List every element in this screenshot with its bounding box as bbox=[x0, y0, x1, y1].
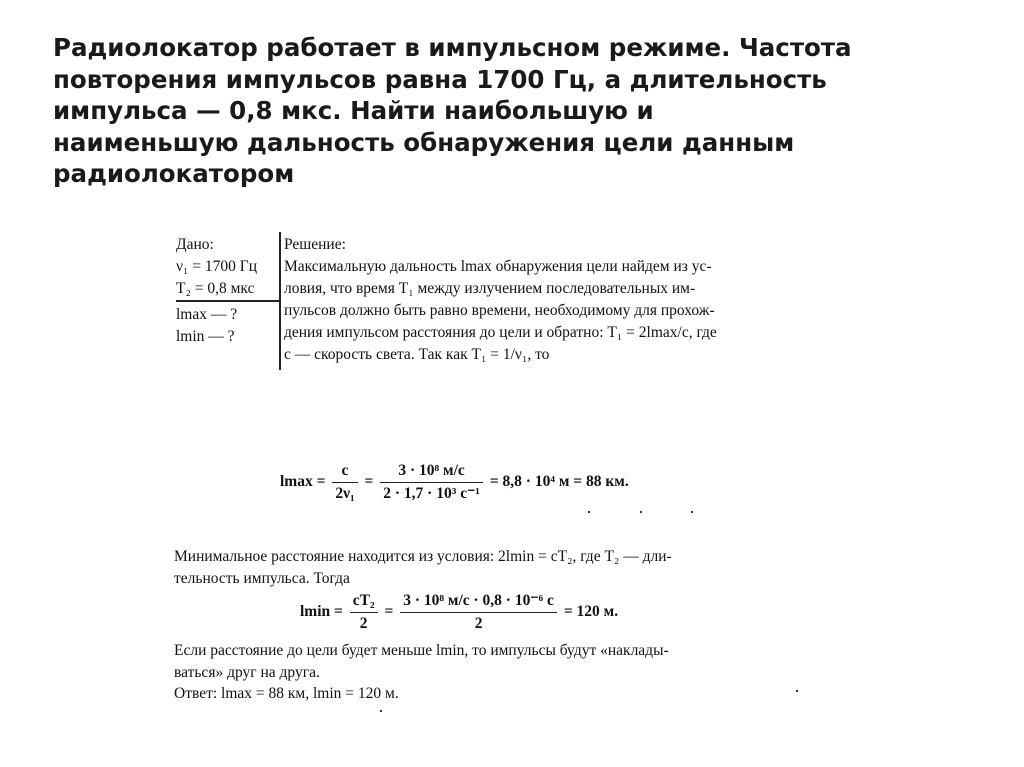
fraction-numerator: c bbox=[332, 462, 357, 483]
problem-line: Радиолокатор работает в импульсном режиме. Частота bbox=[53, 33, 852, 62]
fraction-denominator: 2ν₁ bbox=[335, 485, 355, 502]
problem-line: импульса — 0,8 мкс. Найти наибольшую и bbox=[53, 96, 654, 125]
equation-lhs: lmin = bbox=[300, 603, 343, 621]
scan-artifact bbox=[796, 690, 798, 692]
scan-artifact bbox=[691, 511, 693, 513]
fraction-denominator: 2 bbox=[474, 615, 483, 632]
fraction bbox=[380, 462, 483, 503]
min-distance-text bbox=[174, 546, 814, 589]
text-line: Минимальное расстояние находится из условия: 2lmin = cT₂, где T₂ — дли- bbox=[174, 548, 672, 565]
solution-line: Максимальную дальность lmax обнаружения цели найдем из ус- bbox=[284, 258, 712, 275]
text-line: тельность импульса. Тогда bbox=[174, 569, 350, 587]
solution-line: c — скорость света. Так как T₁ = 1/ν₁, то bbox=[284, 346, 550, 363]
solution-line: пульсов должно быть равно времени, необходимому для прохож- bbox=[284, 302, 715, 319]
fraction bbox=[350, 592, 378, 633]
fraction-denominator: 2 · 1,7 · 10³ с⁻¹ bbox=[383, 485, 480, 502]
solution-line: дения импульсом расстояния до цели и обратно: T₁ = 2lmax/c, где bbox=[284, 324, 717, 341]
equation-result: = 120 м. bbox=[563, 603, 619, 621]
equation-lhs: lmax = bbox=[280, 473, 326, 491]
problem-line: повторения импульсов равна 1700 Гц, а длительность bbox=[53, 64, 827, 94]
fraction bbox=[400, 592, 557, 633]
scan-artifact bbox=[588, 511, 590, 513]
equation-lmin bbox=[300, 592, 780, 633]
solution-line: ловия, что время T₁ между излучением последовательных им- bbox=[284, 280, 696, 297]
conclusion-text bbox=[174, 640, 814, 705]
text-line: ваться» друг на друга. bbox=[174, 663, 320, 681]
unknown-lmin: lmin — ? bbox=[176, 328, 235, 345]
equation-result: = 8,8 · 10⁴ м = 88 км. bbox=[489, 473, 629, 491]
given-block bbox=[176, 234, 279, 348]
given-divider-horizontal bbox=[176, 300, 279, 302]
given-divider-vertical bbox=[279, 232, 281, 370]
equation-lmax bbox=[280, 462, 800, 503]
unknown-lmax: lmax — ? bbox=[176, 306, 238, 323]
scan-artifact bbox=[380, 710, 382, 712]
solution-block bbox=[284, 234, 809, 366]
scan-artifact bbox=[640, 511, 642, 513]
given-duration: T₂ = 0,8 мкс bbox=[176, 280, 255, 297]
fraction-numerator: 3 · 10⁸ м/с bbox=[380, 462, 483, 483]
problem-statement bbox=[53, 32, 993, 190]
fraction bbox=[332, 462, 357, 503]
problem-line: наименьшую дальность обнаружения цели данным bbox=[53, 127, 795, 157]
text-line: Если расстояние до цели будет меньше lmin, то импульсы будут «наклады- bbox=[174, 642, 669, 659]
equals-sign: = bbox=[364, 473, 374, 491]
given-frequency: ν₁ = 1700 Гц bbox=[176, 258, 258, 275]
fraction-numerator: cT₂ bbox=[350, 592, 378, 613]
given-title: Дано: bbox=[176, 236, 214, 253]
fraction-numerator: 3 · 10⁸ м/с · 0,8 · 10⁻⁶ с bbox=[400, 592, 557, 613]
equals-sign: = bbox=[384, 603, 394, 621]
fraction-denominator: 2 bbox=[359, 615, 368, 632]
solution-title: Решение: bbox=[284, 236, 346, 253]
answer-line: Ответ: lmax = 88 км, lmin = 120 м. bbox=[174, 685, 399, 702]
problem-line: радиолокатором bbox=[53, 159, 295, 188]
